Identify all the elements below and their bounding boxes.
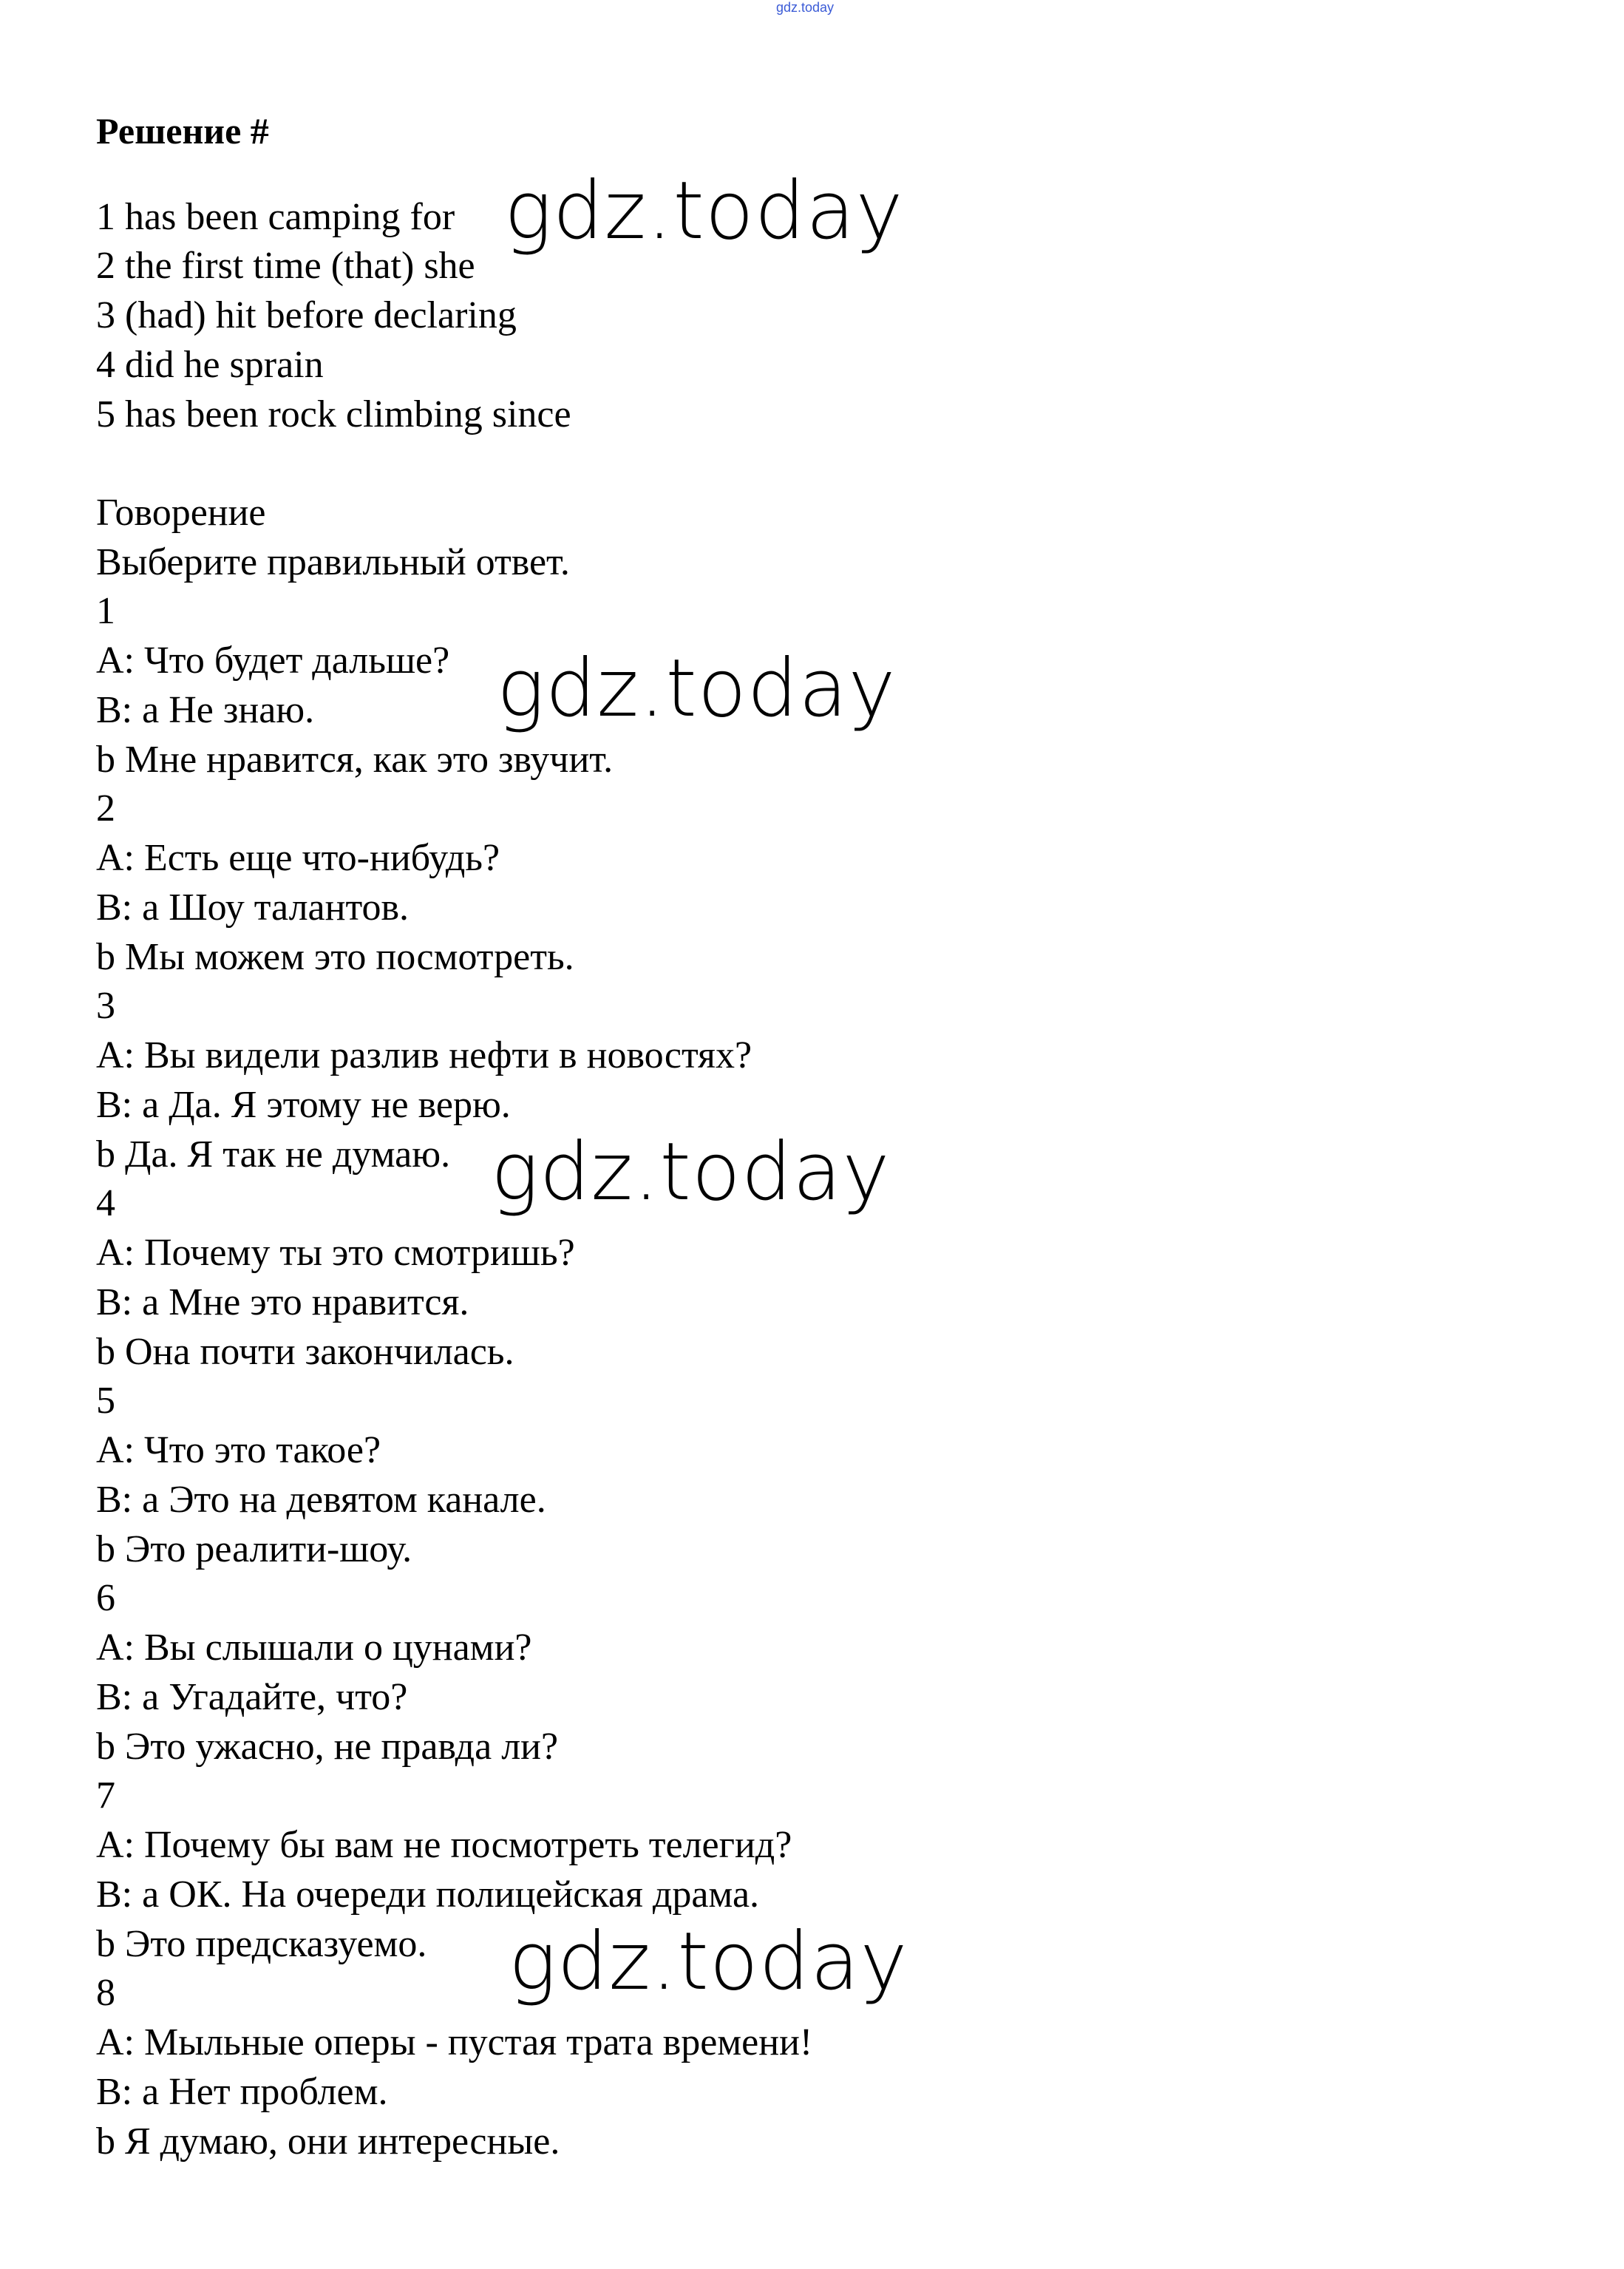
item-option-a: B: a Шоу талантов.: [96, 886, 410, 929]
answer-line: 2 the first time (that) she: [96, 245, 475, 287]
item-option-a: B: a Нет проблем.: [96, 2071, 388, 2113]
item-option-b: b Да. Я так не думаю.: [96, 1133, 451, 1176]
item-option-b: b Мне нравится, как это звучит.: [96, 739, 614, 781]
section-title: Говорение: [96, 492, 266, 534]
item-question: A: Мыльные оперы - пустая трата времени!: [96, 2021, 813, 2063]
item-question: A: Что будет дальше?: [96, 640, 450, 682]
watermark: gdz.today: [491, 1126, 891, 1218]
item-question: A: Почему ты это смотришь?: [96, 1232, 575, 1274]
item-question: A: Почему бы вам не посмотреть телегид?: [96, 1824, 792, 1866]
item-option-a: B: a ОК. На очереди полицейская драма.: [96, 1873, 760, 1916]
item-number: 2: [96, 787, 115, 830]
item-option-a: B: a Угадайте, что?: [96, 1676, 408, 1718]
item-number: 8: [96, 1972, 115, 2014]
answer-line: 5 has been rock climbing since: [96, 393, 571, 435]
item-question: A: Что это такое?: [96, 1429, 381, 1471]
instruction: Выберите правильный ответ.: [96, 541, 570, 583]
solution-heading: Решение #: [96, 110, 269, 152]
header-watermark: gdz.today: [776, 0, 835, 15]
answer-line: 4 did he sprain: [96, 344, 324, 386]
watermark: gdz.today: [504, 165, 904, 257]
item-number: 6: [96, 1577, 115, 1619]
item-option-b: b Мы можем это посмотреть.: [96, 936, 574, 978]
item-option-b: b Это реалити-шоу.: [96, 1528, 412, 1570]
item-option-a: B: a Да. Я этому не верю.: [96, 1084, 511, 1126]
item-number: 4: [96, 1182, 115, 1224]
item-option-b: b Это предсказуемо.: [96, 1923, 427, 1965]
item-number: 3: [96, 985, 115, 1027]
item-option-a: B: a Мне это нравится.: [96, 1281, 469, 1323]
item-question: A: Вы видели разлив нефти в новостях?: [96, 1034, 752, 1076]
answer-line: 3 (had) hit before declaring: [96, 294, 517, 336]
item-option-b: b Я думаю, они интересные.: [96, 2120, 560, 2163]
item-option-b: b Это ужасно, не правда ли?: [96, 1726, 559, 1768]
answer-line: 1 has been camping for: [96, 196, 455, 238]
item-option-a: B: a Это на девятом канале.: [96, 1479, 546, 1521]
item-number: 5: [96, 1380, 115, 1422]
item-option-a: B: a Не знаю.: [96, 689, 315, 731]
item-number: 7: [96, 1774, 115, 1817]
item-number: 1: [96, 590, 115, 632]
watermark: gdz.today: [509, 1916, 908, 2008]
item-question: A: Есть еще что-нибудь?: [96, 837, 500, 879]
item-question: A: Вы слышали о цунами?: [96, 1627, 532, 1669]
item-option-b: b Она почти закончилась.: [96, 1331, 514, 1373]
watermark: gdz.today: [497, 642, 897, 735]
